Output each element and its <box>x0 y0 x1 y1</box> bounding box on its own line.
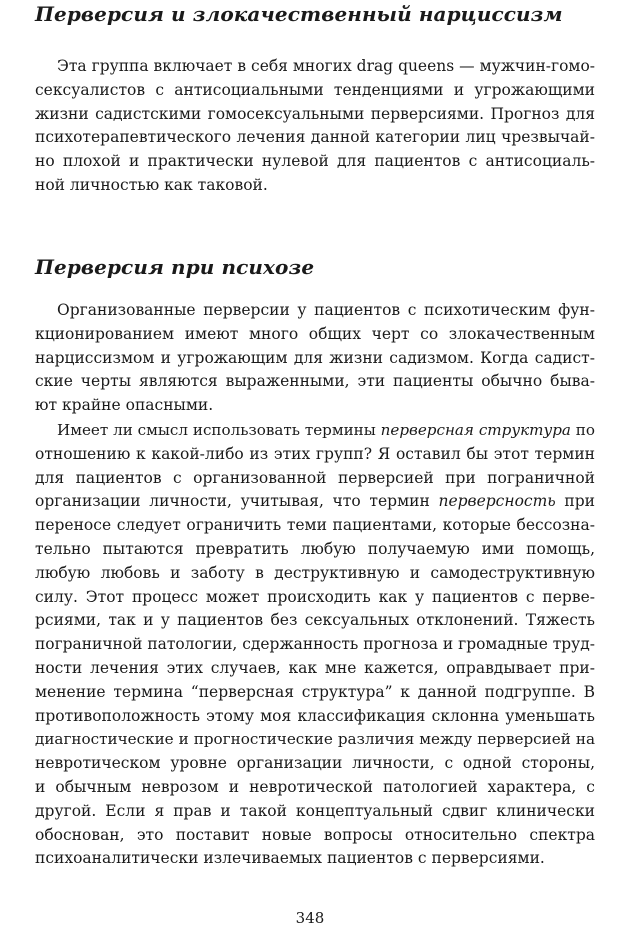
text-line: пограничной патологии, сдержанность прогноза и громадные труд- <box>35 635 595 654</box>
text-line: другой. Если я прав и такой концептуальный сдвиг клинически <box>35 801 595 820</box>
italic-term: перверсность <box>438 492 556 511</box>
text-line: диагностические и прогностические различия между перверсией на <box>35 730 595 749</box>
text-line: любую любовь и заботу в деструктивную и самодеструктивную <box>35 563 595 582</box>
text-line: отношению к какой-либо из этих групп? Я оставил бы этот термин <box>35 444 595 463</box>
text-line: невротическом уровне организации личности, с одной стороны, <box>35 754 595 773</box>
text-line: обоснован, это поставит новые вопросы относительно спектра <box>35 825 595 844</box>
text-line: нарциссизмом и угрожающим для жизни садизмом. Когда садист- <box>35 348 595 367</box>
text-line: тельно пытаются превратить любую получаемую ими помощь, <box>35 539 595 558</box>
text-line: психотерапевтического лечения данной категории лиц чрезвычай- <box>35 128 595 147</box>
text-run: при <box>555 492 595 511</box>
text-run: Имеет ли смысл использовать термины <box>57 421 381 439</box>
italic-term: перверсная структура <box>380 421 571 439</box>
text-run: организации личности, учитывая, что термин <box>35 492 439 511</box>
paragraph-malignant-narcissism <box>35 55 595 198</box>
section-heading-perversion-psychosis: Перверсия при психозе <box>35 255 315 279</box>
text-line: для пациентов с организованной перверсией при пограничной <box>35 468 595 487</box>
text-line: Эта группа включает в себя многих drag queens — мужчин-гомо- <box>57 57 595 75</box>
text-line: менение термина “перверсная структура” к данной подгруппе. В <box>35 682 595 701</box>
page-number: 348 <box>295 909 325 927</box>
section-heading-malignant-narcissism: Перверсия и злокачественный нарциссизм <box>35 2 563 26</box>
text-line: ной личностью как таковой. <box>35 175 268 194</box>
text-run: по <box>570 421 595 439</box>
text-line: противоположность этому моя классификация склонна уменьшать <box>35 706 595 725</box>
text-line: кционированием имеют много общих черт со злокачественным <box>35 324 595 343</box>
text-line: рсиями, так и у пациентов без сексуальных отклонений. Тяжесть <box>35 611 595 630</box>
text-line <box>35 490 595 514</box>
text-line: ские черты являются выраженными, эти пациенты обычно быва- <box>35 372 595 391</box>
paragraph-psychosis-2 <box>35 419 595 871</box>
text-line: и обычным неврозом и невротической патологией характера, с <box>35 777 595 796</box>
text-line: силу. Этот процесс может происходить как у пациентов с перве- <box>35 587 595 606</box>
text-line: ности лечения этих случаев, как мне кажется, оправдывает при- <box>35 658 595 677</box>
text-line: жизни садистскими гомосексуальными перверсиями. Прогноз для <box>35 104 595 123</box>
text-line: психоаналитически излечиваемых пациентов с перверсиями. <box>35 849 545 868</box>
paragraph-psychosis-1 <box>35 299 595 418</box>
text-line: сексуалистов с антисоциальными тенденциями и угрожающими <box>35 80 595 99</box>
text-line: ют крайне опасными. <box>35 396 214 415</box>
text-line <box>35 419 595 443</box>
text-line: но плохой и практически нулевой для пациентов с антисоциаль- <box>35 152 595 171</box>
text-line: Организованные перверсии у пациентов с психотическим фун- <box>57 301 595 319</box>
text-line: переносе следует ограничить теми пациентами, которые бессозна- <box>35 516 595 535</box>
